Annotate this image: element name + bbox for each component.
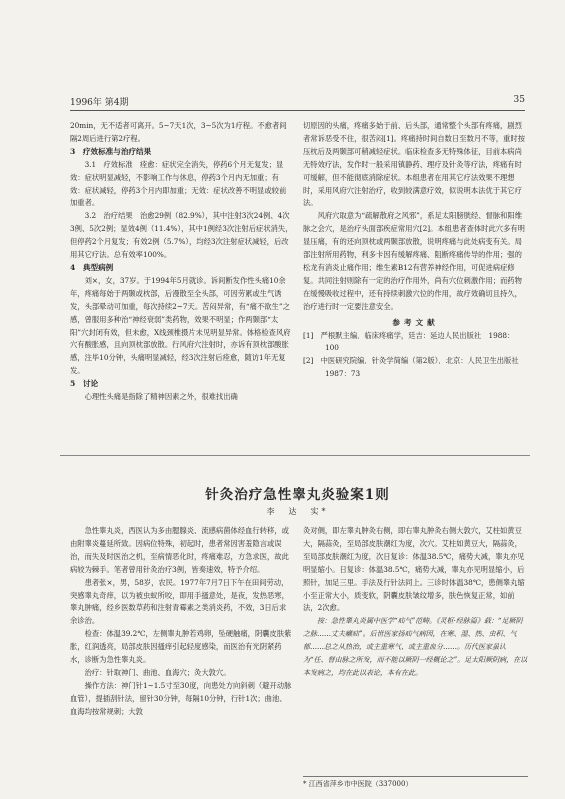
article-left-column [70, 525, 293, 795]
issue-label: 1996年 第4期 [70, 98, 129, 108]
page-number: 35 [513, 95, 525, 105]
paragraph: 心理性头痛是指除了精神因素之外，很难找出确 [84, 392, 238, 402]
paragraph: 操作方法：神门针1~1.5寸至30度，向患处方向斜刺（避开动脉血管），提插刮针法，留针30分钟，每隔10分钟，行针1次；曲池、血海均按常规刺；大敦 [70, 680, 292, 716]
article-author: 李 达 实* [266, 507, 329, 516]
section-heading: 5 讨论 [70, 379, 99, 389]
section-divider [60, 455, 530, 456]
paragraph: 风府穴取意为“疏解散府之风邪”，系足太阳膀胱经、督脉和阳维脉之会穴，是治疗头面部疾症常用穴[2]。本组患者查体时此穴多有明显压痛，有的还向顶枕或两颞部放散，说明疼痛与此处病变有关。局部注射所用药物，利多卡因有缓解疼痛、阻断疼痛传导的作用；强的松龙有消炎止痛作用；维生素B12有营养神经作用，可促进病症修复。共同注射则除有一定的治疗作用外，尚有穴位刺激作用；而药物在缓慢吸收过程中，还有持续刺激穴位的作用，故疗效确切且持久，治疗进行时一定要注意安全。 [303, 211, 525, 311]
section-heading: 3 疗效标准与治疗结果 [70, 146, 152, 156]
paragraph: 切原因的头痛，疼痛多始于前、后头部，通常整个头部有疼痛，剧烈者常诉恶受不住，很苦闷[1]。疼痛持时间自数日至数月不等，重时按压枕后及两颞部可稍减轻症状。临床检查多无特殊体征，目前本病尚无特效疗法，发作时一般采用镇静药、理疗及针灸等疗法，疼痛有时可缓解，但不能彻底消除症状。本组患者在用其它疗法效果不理想时，采用风府穴注射治疗，收到较满意疗效，似说明本法优于其它疗法。 [303, 121, 525, 208]
left-column [70, 120, 293, 450]
paragraph: 治疗：针取神门、曲池、血海穴；灸大敦穴。 [84, 667, 231, 677]
paragraph: 检查：体温39.2℃，左侧睾丸肿若鸡卵，坠硬触痛，阴囊皮肤紫胀，红润透亮，局部皮肤因搔痒引起轻度感染，而医治有光阴紧药水，诊断为急性睾丸炎。 [70, 629, 292, 665]
author-affiliation: * 江西省萍乡市中医院（337000） [303, 776, 528, 789]
references [303, 317, 528, 382]
paragraph: 20min，无不适者可离开。5~7天1次，3~5次为1疗程。不愈者间隔2周后进行第2疗程。 [70, 121, 287, 143]
right-column [303, 120, 528, 450]
page-header [70, 95, 525, 111]
paragraph: 急性睾丸炎，西医认为多由腮腺炎、流感病菌体经血行转移，或由附睾炎蔓延所致。因病位特殊，初起时，患者常因害羞隐言或误治，而失及时医治之机，至病情恶化时，疼痛难忍，方急求医，故此病较为棘手。笔者曾用针灸治疗3例，皆奏速效，特予介绍。 [70, 526, 289, 574]
paragraph: 灸对侧，即左睾丸肿灸右侧，即右睾丸肿灸右侧大敦穴，艾柱如黄豆大，隔蒜灸，至局部皮肤潮红为度，次穴。艾柱如黄豆大，隔蒜灸，至局部皮肤潮红为度，次日复诊：体温38.5℃，痛势大减，睾丸亦见明显缩小。日复诊：体温38.5℃，痛势大减，睾丸亦见明显缩小，后照针，加足三里。手法及行针法同上。三诊时体温38℃，患侧睾丸缩小至正常大小，质变软，阴囊皮肤皱纹增多，肤色恢复正常，如前法，2次愈。 [303, 526, 525, 613]
references-title: 参考文献 [392, 317, 439, 327]
paragraph: 患者张×，男，58岁，农民。1977年7月7日下午在田间劳动，突感睾丸奇痒，以为被虫蚁所咬，即用手搔意处，是夜，发热恶寒，睾丸肿痛，经乡医数草药和注射青霉素之类消炎药，不效，3日后求余诊治。 [70, 577, 289, 626]
paragraph: 3.1 疗效标准 痊愈：症状完全消失，停药6个月无复发；显效：症状明显减轻，不影响工作与休息，停药3个月内无加重；有效：症状减轻，停药3个月内即加重；无效：症状改善不明显或较前加重者。 [70, 159, 287, 208]
paragraph: 刘×，女，37岁。于1994年5月就诊。诉间断发作性头痛10余年，疼痛每始于两颞或枕部，后漫散至全头部，可因劳累或生气诱发，头部晕动可加重，每次持续2~7天。苦闷异常，有“痛不欲生”之感，曾服用多种治“神经衰弱”类药物，效果不明显；作两颞部“太阳”穴封闭有效，但未愈，X线颈椎摄片未见明显异常。体格检查风府穴有酸胀感，且向顶枕部放散。行风府穴注射时，亦诉有顶枕部酸胀感，注毕10分钟，头痛明显减轻，经3次注射后痊愈，随访1年无复发。 [70, 275, 291, 376]
reference-item: [1] 严根默主编．临床疼痛学，廷吉：延边人民出版社 1988：100 [303, 330, 515, 353]
reference-item: [2] 中医研究院编．针灸学简编（第2版）．北京：人民卫生出版社 1987：73 [303, 356, 526, 379]
article-right-column [303, 525, 528, 765]
commentary-paragraph: 按：急性睾丸炎属中医学“疝气”范畴。《灵枢·经脉篇》载：“足厥阴之脉……丈夫癞疝”。后世医家扬疝气病因，在寒、湿、热、虫积、气郁……总之从热治，或主重寒气、或主重血分……。历代医家虽认为“任、督由脉之所发，而不能以厥阴一经概论之”。足太阳厥阴病，在以本发病之，均在此以表论，本有在此。 [303, 617, 528, 677]
section-heading: 4 典型病例 [70, 262, 114, 272]
article-title: 针灸治疗急性睾丸炎验案1则 [205, 487, 390, 503]
paragraph: 3.2 治疗结果 治愈29例（82.9%），其中注射3次24例、4次3例、5次2例；显效4例（11.4%），其中1例经3次注射后症状消失，但停药2个月复发；有效2例（5.7%），均经3次注射症状减轻，后改用其它疗法。总有效率100%。 [70, 211, 293, 260]
